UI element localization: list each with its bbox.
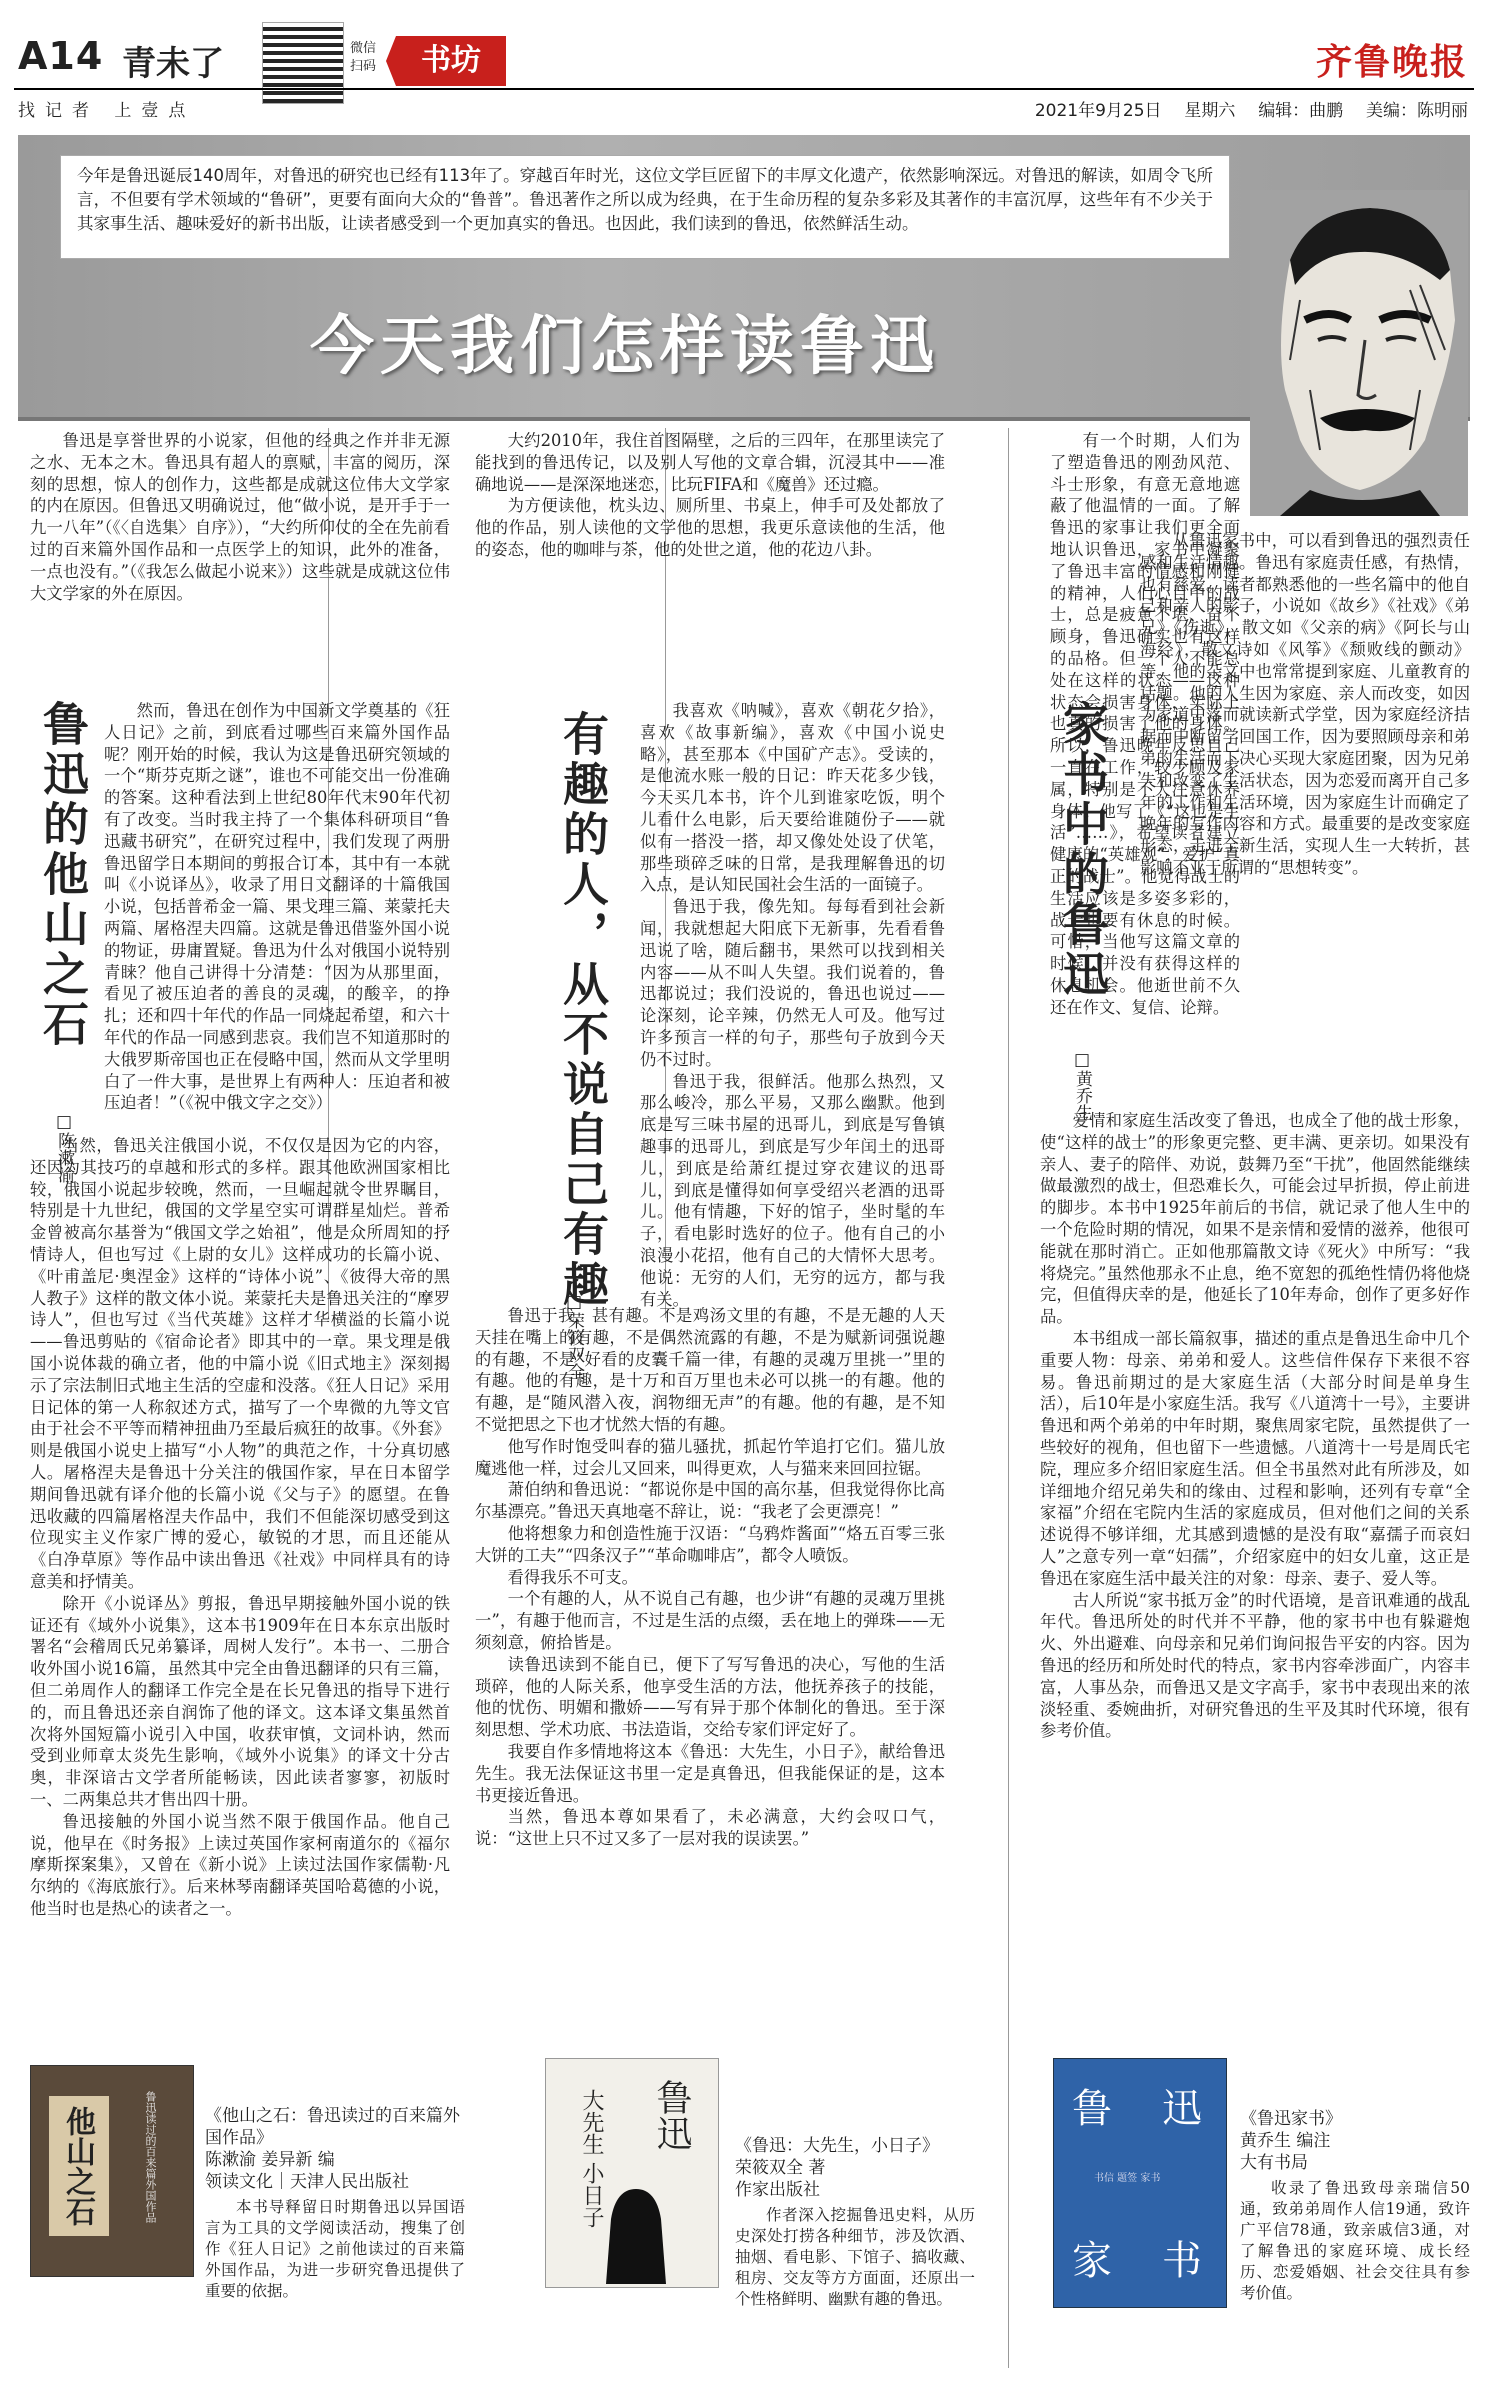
qr-label-2: 扫码 (350, 59, 377, 74)
qr-label-1: 微信 (350, 41, 377, 56)
masthead-logo: 齐鲁晚报 (1315, 41, 1468, 83)
article-3-title-text: 家书中的鲁迅 (1056, 700, 1110, 1000)
qr-label (350, 40, 376, 76)
book-3-cover-char-3: 家 (1072, 2238, 1112, 2284)
article-2-body-mid (640, 700, 945, 1309)
book-1-title[interactable]: 《他山之石：鲁迅读过的百来篇外国作品》 (205, 2106, 460, 2148)
weekday: 星期六 (1184, 101, 1236, 121)
article-3-body-mid (1140, 530, 1470, 1110)
article-2-title (550, 710, 616, 1310)
article-1-body-top (30, 430, 450, 695)
article-3-paragraph: 古人所说“家书抵万金”的时代语境，是音讯难通的战乱年代。鲁迅所处的时代并不平静，他的家书中也有躲避炮火、外出避难、向母亲和兄弟们询问报告平安的内容。因为鲁迅的经历和所处时代的特点，家书内容牵涉面广，内容丰富，人事丛杂，而鲁迅又是文字高手，家书中表现出来的浓淡轻重、委婉曲折，对研究鲁迅的生平及其时代环境，很有参考价值。 (1040, 1590, 1470, 1741)
article-3-paragraph: 本书组成一部长篇叙事，描述的重点是鲁迅生命中几个重要人物：母亲、弟弟和爱人。这些信件保存下来很不容易。鲁迅前期过的是大家庭生活（大部分时间是单身生活），后10年是小家庭生活。我写《八道湾十一号》，主要讲鲁迅和两个弟弟的中年时期，聚焦周家宅院，虽然提供了一些较好的视角，但也留下一些遗憾。八道湾十一号是周氏宅院，理应多介绍旧家庭生活。但全书虽然对此有所涉及，如详细地介绍兄弟失和的缘由、过程和影响，还列有专章“全家福”介绍在宅院内生活的家庭成员，但对他们之间的关系述说得不够详细，尤其感到遗憾的是没有取“嘉孺子而哀妇人”之意专列一章“妇孺”，介绍家庭中的妇女儿童，这正是鲁迅在家庭生活中最关注的对象：母亲、妻子、爱人等。 (1040, 1328, 1470, 1588)
article-2-body-top (475, 430, 945, 695)
article-3-body-bottom (1040, 1110, 1470, 2020)
article-2-paragraph: 鲁迅于我，甚有趣。不是鸡汤文里的有趣，不是无趣的人天天挂在嘴上的有趣，不是偶然流露的有趣，不是为赋新词强说趣的有趣，不是“好看的皮囊千篇一律，有趣的灵魂万里挑一”里的有趣。他的有趣，是十万和百万里也未必可以挑一的有趣。他的有趣，是“随风潜入夜，润物细无声”的有趣。他的有趣，是不知不觉把思之下也才忧然大悟的有趣。 (475, 1306, 945, 1434)
article-2-paragraph: 他将想象力和创造性施于汉语：“乌鸦炸酱面”“烙五百零三张大饼的工夫”“四条汉子”“革命咖啡店”，都令人喷饭。 (475, 1523, 945, 1565)
article-2-body-bottom (475, 1305, 945, 2020)
date: 2021年9月25日 (1034, 101, 1162, 121)
header-divider (14, 88, 1474, 90)
intro-text: 今年是鲁迅诞辰140周年，对鲁迅的研究也已经有113年了。穿越百年时光，这位文学巨匠留下的丰厚文化遗产，依然影响深远。对鲁迅的解读，如周令飞所言，不但要有学术领域的“鲁研”，更要有面向大众的“鲁普”。鲁迅著作之所以成为经典，在于生命历程的复杂多彩及其著作的丰富沉厚，这些年有不少关于其家事生活、趣味爱好的新书出版，让读者感受到一个更加真实的鲁迅。也因此，我们读到的鲁迅，依然鲜活生动。 (60, 155, 1230, 259)
book-2-info (735, 2135, 975, 2310)
book-2-cover-silhouette (586, 2179, 686, 2284)
article-1-title-text: 鲁迅的他山之石 (36, 700, 90, 1050)
article-1-paragraph: 鲁迅接触的外国小说当然不限于俄国作品。他自己说，他早在《时务报》上读过英国作家柯南道尔的《福尔摩斯探案集》，又曾在《新小说》上读过法国作家儒勒·凡尔纳的《海底旅行》。后来林琴南翻译英国哈葛德的小说，他当时也是热心的读者之一。 (30, 1811, 450, 1918)
book-2-description: 作者深入挖掘鲁迅史料，从历史深处打捞各种细节，涉及饮酒、抽烟、看电影、下馆子、搞收藏、租房、交友等方方面面，还原出一个性格鲜明、幽默有趣的鲁迅。 (735, 2206, 975, 2308)
article-2-paragraph: 读鲁迅读到不能自已，便下了写写鲁迅的决心，写他的生活琐碎，他的人际关系，他享受生活的方法，他抚养孩子的技能，他的忧伤、明媚和撒娇——写有异于那个体制化的鲁迅。至于深刻思想、学术功底、书法造诣，交给专家们评定好了。 (475, 1654, 945, 1740)
book-2-publisher: 作家出版社 (735, 2180, 820, 2200)
book-3-cover-char-4: 书 (1162, 2238, 1202, 2284)
article-2-paragraph: 萧伯纳和鲁迅说：“都说你是中国的高尔基，但我觉得你比高尔基漂亮。”鲁迅天真地毫不辞让，说：“我老了会更漂亮！” (475, 1480, 945, 1522)
article-3-paragraph: 爱情和家庭生活改变了鲁迅，也成全了他的战士形象，使“这样的战士”的形象更完整、更丰满、更亲切。如果没有亲人、妻子的陪伴、劝说，鼓舞乃至“干扰”，他固然能继续做最激烈的战士，但恐难长久，可能会过早折损，停止前进的脚步。本书中1925年前后的书信，就记录了他人生中的一个危险时期的情况，如果不是亲情和爱情的滋养，他很可能就在那时消亡。正如他那篇散文诗《死火》中所写：“我将烧完。”虽然他那永不止息，绝不宽恕的孤绝性情仍将他烧完，但值得庆幸的是，他延长了10年寿命，创作了更多好作品。 (1040, 1111, 1470, 1327)
book-1-publisher: 领读文化｜天津人民出版社 (205, 2172, 409, 2192)
qr-code-icon[interactable] (262, 22, 344, 104)
book-1-cover-title: 他山之石 (60, 2106, 95, 2226)
article-2-paragraph: 鲁迅于我，很鲜活。他那么热烈，又那么峻冷，那么平易，又那么幽默。他到底是写三味书屋的迅哥儿，到底是写鲁镇趣事的迅哥儿，到底是写少年闰土的迅哥儿，到底是给萧红提过穿衣建议的迅哥儿，到底是懂得如何享受绍兴老酒的迅哥儿。他有情趣，下好的馆子，坐时髦的车子，看电影时选好的位子。他有自己的小浪漫小花招，他有自己的大情怀大思考。他说：无穷的人们，无穷的远方，都与我有关。 (640, 1071, 945, 1309)
article-2-paragraph: 当然，鲁迅本尊如果看了，未必满意，大约会叹口气，说：“这世上只不过又多了一层对我的误读罢。” (475, 1807, 945, 1849)
article-2-paragraph: 一个有趣的人，从不说自己有趣，也少讲“有趣的灵魂万里挑一”，有趣于他而言，不过是生活的点缀，丢在地上的弹珠——无须刻意，俯拾皆是。 (475, 1589, 945, 1652)
book-3-publisher: 大有书局 (1240, 2153, 1308, 2173)
book-2-cover-subtitle: 大先生 小日子 (579, 2089, 604, 2228)
article-2-paragraph: 鲁迅于我，像先知。每每看到社会新闻，我就想起大阳底下无新事，先看看鲁迅说了啥，随后翻书，果然可以找到相关内容——从不叫人失望。我们说着的，鲁迅都说过；我们没说的，鲁迅也说过——论深刻，论辛辣，仍然无人可及。他写过许多预言一样的句子，那些句子放到今天仍不过时。 (640, 897, 945, 1069)
dateline (1035, 96, 1468, 121)
article-1-paragraph: 除开《小说译丛》剪报，鲁迅早期接触外国小说的铁证还有《域外小说集》，这本书1909年在日本东京出版时署名“会稽周氏兄弟纂译，周树人发行”。本书一、二册合收外国小说16篇，虽然其中完全由鲁迅翻译的只有三篇，但二弟周作人的翻译工作完全是在长兄鲁迅的指导下进行的，而且鲁迅还亲自润饰了他的译文。这本译文集虽然首次将外国短篇小说引入中国，收获审慎，文词朴讷，然而受到业师章太炎先生影响，《域外小说集》的译文十分古奥，非深谙古文学者所能畅读，因此读者寥寥，初版时一、二两集总共才售出四十册。 (30, 1593, 450, 1809)
article-2-paragraph: 看得我乐不可支。 (507, 1567, 638, 1587)
article-1-paragraph: 然而，鲁迅在创作为中国新文学奠基的《狂人日记》之前，到底看过哪些百来篇外国作品呢？刚开始的时候，我认为这是鲁迅研究领域的一个“斯芬克斯之谜”，谁也不可能交出一份准确的答案。这种看法到上世纪80年代末90年代初有了改变。当时我主持了一个集体科研项目“鲁迅藏书研究”，在研究过程中，我们发现了两册鲁迅留学日本期间的剪报合订本，其中有一本就叫《小说译丛》，收录了用日文翻译的十篇俄国小说，包括普希金一篇、果戈理三篇、莱蒙托夫两篇、屠格涅夫四篇。这就是鲁迅借鉴外国小说的物证，毋庸置疑。鲁迅为什么对俄国小说特别青睐？他自己讲得十分清楚：“因为从那里面，看见了被压迫者的善良的灵魂，的酸辛，的挣扎；还和四十年代的作品一同烧起希望，和六十年代的作品一同感到悲哀。我们岂不知道那时的大俄罗斯帝国也正在侵略中国，然而从文学里明白了一件大事，是世界上有两种人：压迫者和被压迫者！”（《祝中俄文字之交》） (104, 701, 450, 1113)
book-2-cover-title: 鲁迅 (651, 2079, 692, 2151)
book-2-cover[interactable] (545, 2058, 719, 2288)
book-2-author: 荣筱双全 著 (735, 2158, 826, 2178)
book-3-cover-char-1: 鲁 (1072, 2086, 1112, 2132)
book-3-description: 收录了鲁迅致母亲瑞信50通，致弟弟周作人信19通，致许广平信78通，致亲戚信3通，对了解鲁迅的家庭环境、成长经历、恋爱婚姻、社会交往具有参考价值。 (1240, 2179, 1470, 2302)
book-1-description: 本书导释留日时期鲁迅以异国语言为工具的文学阅读活动，搜集了创作《狂人日记》之前他读过的百来篇外国作品，为进一步研究鲁迅提供了重要的依据。 (205, 2198, 465, 2300)
book-3-cover-char-2: 迅 (1162, 2086, 1202, 2132)
book-1-cover[interactable] (30, 2065, 194, 2277)
article-2-paragraph: 我要自作多情地将这本《鲁迅：大先生，小日子》，献给鲁迅先生。我无法保证这书里一定是真鲁迅，但我能保证的是，这本书更接近鲁迅。 (475, 1741, 945, 1805)
article-3-byline: □黄乔生 (1072, 1050, 1092, 1121)
slogan: 找记者 上壹点 (18, 101, 196, 121)
book-3-cover[interactable] (1053, 2058, 1227, 2308)
article-1-body-bottom (30, 1135, 450, 2020)
designer: 美编：陈明丽 (1366, 101, 1468, 121)
article-2-title-text: 有趣的人，从不说自己有趣 (556, 710, 610, 1310)
book-2-title[interactable]: 《鲁迅：大先生，小日子》 (735, 2136, 939, 2156)
book-3-info (1240, 2108, 1470, 2304)
article-1-body-mid (104, 700, 450, 1130)
book-3-title[interactable]: 《鲁迅家书》 (1240, 2109, 1342, 2129)
section-name: 青未了 (122, 44, 224, 84)
article-3-paragraph: 从鲁迅家书中，可以看到鲁迅的强烈责任感和生活情趣。鲁迅有家庭责任感，有热情，也有慈爱。读者都熟悉他的一些名篇中的他自己和亲人的影子，小说如《故乡》《社戏》《弟兄》《伤逝》，散文如《父亲的病》《阿长与山海经》，散文诗如《风筝》《颓败线的颤动》等。他的杂文中也常常提到家庭、儿童教育的话题。他的人生因为家庭、亲人而改变，如因为家道中落而就读新式学堂，因为家庭经济拮据而中断留学回国工作，因为要照顾母亲和弟弟的生活而下决心买现大家庭团聚，因为兄弟失和改变了生活状态，因为恋爱而离开自己多年的工作和生活环境，因为家庭生计而确定了晚年的写作内容和方式。最重要的是改变家庭形态，走进全新生活，实现人生一大转折，甚影响不亚于所谓的“思想转变”。 (1140, 531, 1470, 877)
editor: 编辑：曲鹏 (1258, 101, 1344, 121)
page-headline: 今天我们怎样读鲁迅 (310, 310, 940, 384)
article-1-paragraph: 鲁迅是享誉世界的小说家，但他的经典之作并非无源之水、无本之木。鲁迅具有超人的禀赋，丰富的阅历，深刻的思想，惊人的创作力，这些都是成就这位伟大文学家的内在原因。但鲁迅又明确说过，他“做小说，是开手于一九一八年”（《〈自选集〉自序》），“大约所仰仗的全在先前看过的百来篇外国作品和一点医学上的知识，此外的准备，一点也没有。”（《我怎么做起小说来》）这些就是成就这位伟大文学家的外在原因。 (30, 431, 450, 603)
column-badge: 书坊 (396, 36, 506, 86)
article-2-paragraph: 我喜欢《呐喊》，喜欢《朝花夕拾》，喜欢《故事新编》，喜欢《中国小说史略》，甚至那本《中国矿产志》。受读的，是他流水账一般的日记：昨天花多少钱，今天买几本书，许个儿到谁家吃饭，明个儿看什么电影，后天要给谁随份子——就似有一搭没一搭，却又像处处设了伏笔，那些琐碎乏味的日常，是我理解鲁迅的切入点，是认知民国社会生活的一面镜子。 (640, 701, 945, 895)
lu-xun-woodcut-portrait (1250, 190, 1468, 516)
article-3-paragraph: 有一个时期，人们为了塑造鲁迅的刚劲风范、斗士形象，有意无意地遮蔽了他温情的一面。了解鲁迅的家事让我们更全面地认识鲁迅，家书中凝聚了鲁迅丰富的情感和刚健的精神，人们心目中的战士，总是疲惫不堪、奋不顾身，鲁迅确实也有这样的品格。但一个人不能总处在这样的状态——这种状态会损害身体，实际上也真的损害了他的身体。所以，鲁迅晚年反思自己一直在工作，较少顾及家属，特别是不大注意休养身体。他写了《“这也是生活”……》，希望读者建立健康的“英雄观”，爱护“真正的战士”。他觉得战士的生活应该是多姿多彩的，战士也要有休息的时候。可惜，当他写这篇文章的时候，并没有获得这样的休息机会。他逝世前不久还在作文、复信、论辩。 (1050, 431, 1240, 1017)
column-divider (1008, 428, 1009, 2368)
article-2-byline: □荣筱双全 (564, 1292, 584, 1380)
book-3-cover-tag: 书信 题签 家书 (1094, 2173, 1161, 2184)
article-2-paragraph: 为方便读他，枕头边、厕所里、书桌上，伸手可及处都放了他的作品，别人读他的文学他的思想，我更乐意读他的生活，他的姿态，他的咖啡与茶，他的处世之道，他的花边八卦。 (475, 496, 945, 559)
book-1-cover-subtitle: 鲁迅读过的百来篇外国作品 (144, 2091, 157, 2223)
article-1-byline: □陈漱渝 (54, 1112, 74, 1183)
book-1-info (205, 2105, 465, 2302)
page-number: A14 (18, 34, 104, 78)
article-1-title (30, 700, 96, 1050)
book-1-editors: 陈漱渝 姜异新 编 (205, 2150, 335, 2170)
article-1-paragraph: 当然，鲁迅关注俄国小说，不仅仅是因为它的内容，还因为其技巧的卓越和形式的多样。跟其他欧洲国家相比较，俄国小说起步较晚，然而，一旦崛起就令世界瞩目，特别是十九世纪，俄国的文学星空实可谓群星灿烂。普希金曾被高尔基誉为“俄国文学之始祖”，他是众所周知的抒情诗人，但也写过《上尉的女儿》这样成功的长篇小说、《叶甫盖尼·奥涅金》这样的“诗体小说”、《彼得大帝的黑人教子》这样的散文体小说。莱蒙托夫是鲁迅关注的“摩罗诗人”，但也写过《当代英雄》这样才华横溢的长篇小说——鲁迅剪贴的《宿命论者》即其中的一章。果戈理是俄国小说体裁的确立者，他的中篇小说《旧式地主》深刻揭示了宗法制旧式地主生活的空虚和没落。《狂人日记》采用日记体的第一人称叙述方式，描写了一个卑微的九等文官由于社会不平等而精神扭曲乃至最后疯狂的故事。《外套》则是俄国小说史上描写“小人物”的典范之作，十分真切感人。屠格涅夫是鲁迅十分关注的俄国作家，早在日本留学期间鲁迅就有译介他的长篇小说《父与子》的愿望。在鲁迅收藏的四篇屠格涅夫作品中，我们不但能深切感受到这位现实主义作家广博的爱心，敏锐的才思，而且还能从《白净草原》等作品中读出鲁迅《社戏》中同样具有的诗意美和抒情美。 (30, 1136, 450, 1591)
article-2-paragraph: 他写作时饱受叫春的猫儿骚扰，抓起竹竿追打它们。猫儿放魔逃他一样，过会儿又回来，叫得更欢，人与猫来来回回拉锯。 (475, 1436, 945, 1478)
article-2-paragraph: 大约2010年，我住首图隔壁，之后的三四年，在那里读完了能找到的鲁迅传记，以及别人写他的文章合辑，沉浸其中——准确地说——是深深地迷恋，比玩FIFA和《魔兽》还过瘾。 (475, 431, 945, 494)
book-3-editor: 黄乔生 编注 (1240, 2131, 1331, 2151)
